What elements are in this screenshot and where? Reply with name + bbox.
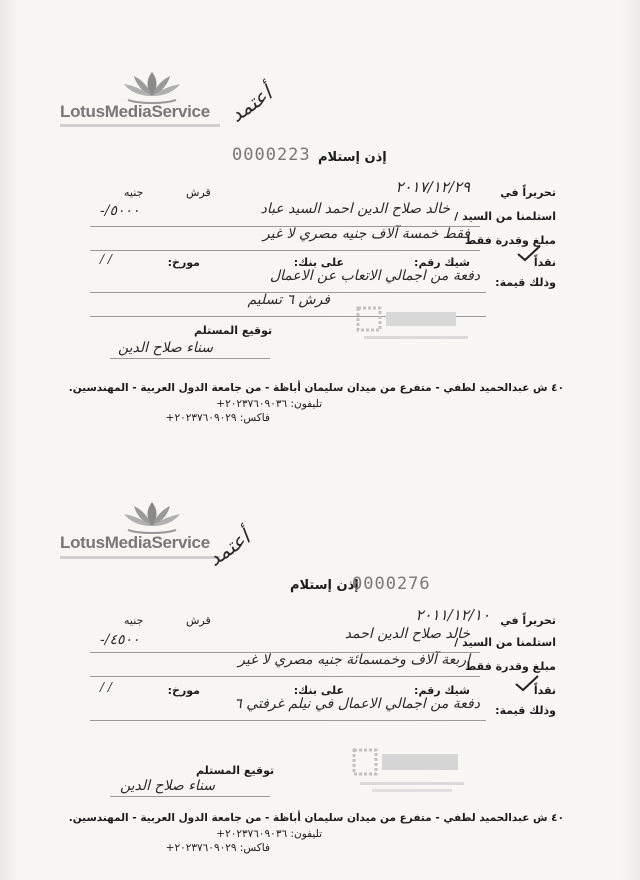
lotus-stamp-icon xyxy=(352,740,472,796)
on-bank-label: على بنك: xyxy=(293,684,344,697)
signature-rule xyxy=(110,796,270,797)
footer-phone: تليفون: ٢٠٢٣٧٦٠٩٠٣٦+ xyxy=(216,398,322,410)
received-from-label: استلمنا من السيد / xyxy=(454,636,556,649)
signature-label: توقيع المستلم xyxy=(196,764,275,777)
value-of-line2: فرش ٦ تسليم xyxy=(247,292,330,308)
margin-note: أعتمد xyxy=(203,525,255,571)
amount-words-rule xyxy=(90,250,480,251)
amount-value: ٥٠٠٠/- xyxy=(100,203,140,219)
dated-label: مورخ: xyxy=(167,684,200,697)
amount-words-label: مبلغ وقدرة فقط xyxy=(464,234,556,247)
value-of-value: دفعة من اجمالي الاتعاب عن الاعمال xyxy=(269,268,480,284)
cheque-no-label: شيك رقم: xyxy=(414,256,470,269)
footer-phone: تليفون: ٢٠٢٣٧٦٠٩٠٣٦+ xyxy=(216,828,322,840)
received-from-value: خالد صلاح الدين احمد السيد عباد xyxy=(260,201,450,217)
amount-words-value: اربعة آلاف وخمسمائة جنيه مصري لا غير xyxy=(238,652,470,668)
receipt-title: إذن إستلام xyxy=(318,150,387,165)
receipt-number: 0000223 xyxy=(232,145,311,165)
pound-label: جنيه xyxy=(124,186,144,199)
checkmark-icon xyxy=(514,674,540,692)
lotus-stamp-icon xyxy=(356,302,476,344)
receipt-number: 0000276 xyxy=(352,574,431,594)
footer-address: ٤٠ ش عبدالحميد لطفي - متفرع من ميدان سليمان أباظة - من جامعة الدول العربية - المهندسين. xyxy=(68,382,564,394)
date-value: ٢٠١٧/١٢/٢٩ xyxy=(395,178,470,196)
value-of-label: وذلك قيمة: xyxy=(495,704,556,717)
dated-label: مورخ: xyxy=(167,256,200,269)
signature-rule xyxy=(110,358,270,359)
brand-underline xyxy=(60,124,220,127)
receipt-title: إذن إستلام xyxy=(290,578,359,593)
value-of-label: وذلك قيمة: xyxy=(495,276,556,289)
on-bank-label: على بنك: xyxy=(293,256,344,269)
checkmark-icon xyxy=(516,244,542,262)
signatory-name: سناء صلاح الدين xyxy=(118,340,214,356)
date-label: تحريراً في xyxy=(500,186,556,199)
received-from-value: خالد صلاح الدين احمد xyxy=(344,626,470,642)
amount-words-label: مبلغ وقدرة فقط xyxy=(464,660,556,673)
cheque-no-label: شيك رقم: xyxy=(414,684,470,697)
amount-words-value: فقط خمسة آلاف جنيه مصري لا غير xyxy=(262,226,470,242)
date-value: ٢٠١١/١٢/١٠ xyxy=(415,606,490,624)
dated-value: / / xyxy=(100,252,112,266)
amount-words-rule xyxy=(90,676,480,677)
signatory-name: سناء صلاح الدين xyxy=(120,778,216,794)
piaster-label: قرش xyxy=(186,186,211,199)
pound-label: جنيه xyxy=(124,614,144,627)
footer-fax: فاكس: ٢٠٢٣٧٦٠٩٠٢٩+ xyxy=(165,412,270,424)
company-name: LotusMediaService xyxy=(60,102,210,121)
received-from-label: استلمنا من السيد / xyxy=(454,210,556,223)
amount-value: ٤٥٠٠/- xyxy=(100,632,140,648)
date-label: تحريراً في xyxy=(500,614,556,627)
receipt-2 xyxy=(0,440,640,880)
value-of-rule xyxy=(90,720,486,721)
company-name: LotusMediaService xyxy=(60,533,210,552)
dated-value: / / xyxy=(100,680,112,694)
footer-address: ٤٠ ش عبدالحميد لطفي - متفرع من ميدان سليمان أباظة - من جامعة الدول العربية - المهندسين. xyxy=(68,812,564,824)
value-of-value: دفعة من اجمالي الاعمال في نيلم غرفتي ٦ xyxy=(234,696,480,712)
cash-label: نقداً xyxy=(533,684,556,697)
footer-fax: فاكس: ٢٠٢٣٧٦٠٩٠٢٩+ xyxy=(165,842,270,854)
margin-note: أعتمد xyxy=(225,81,277,127)
piaster-label: قرش xyxy=(186,614,211,627)
lotus-logo-icon xyxy=(118,498,186,538)
brand-underline xyxy=(60,556,220,559)
cash-label: نقداً xyxy=(533,256,556,269)
signature-label: توقيع المستلم xyxy=(194,324,273,337)
